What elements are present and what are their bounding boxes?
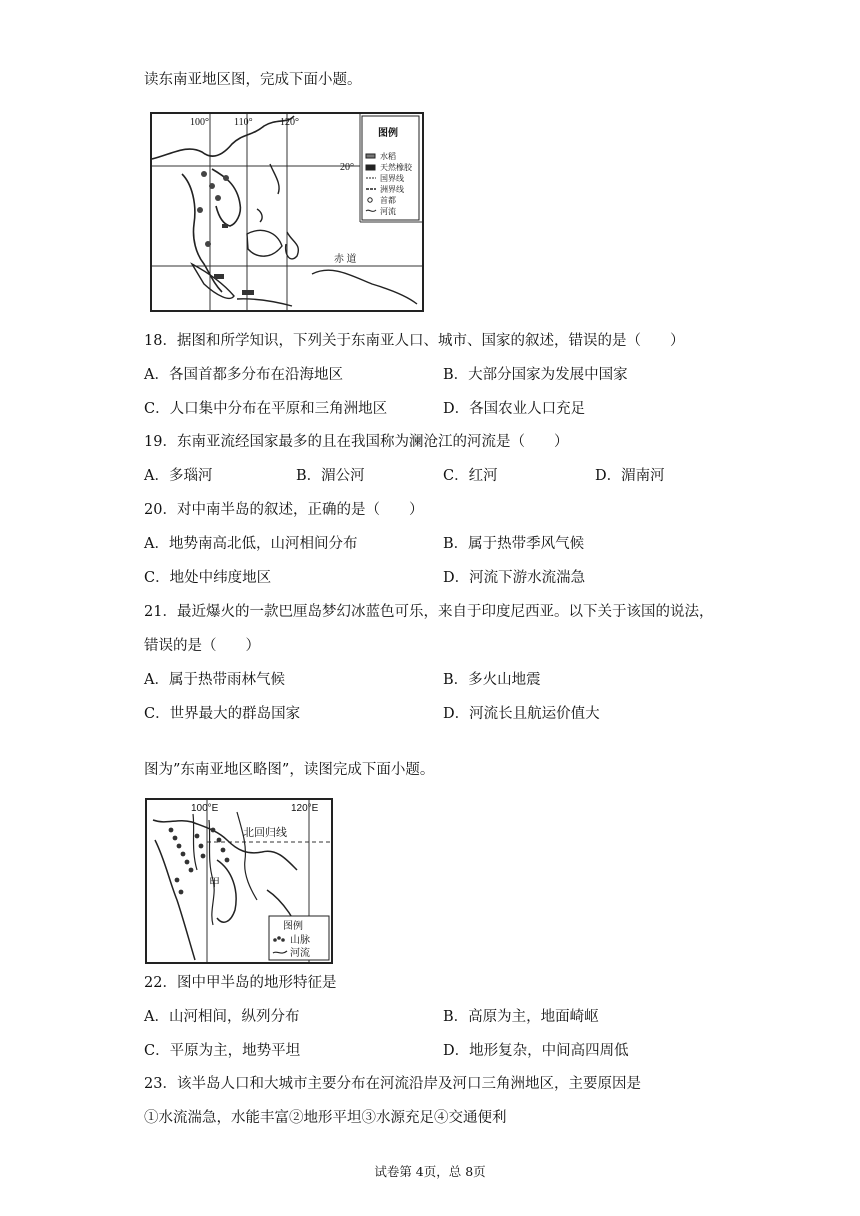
southeast-asia-map-1 [150, 112, 424, 312]
page-footer: 试卷第 4页，总 8页 [374, 1164, 486, 1179]
q20-stem: 20．对中南半岛的叙述，正确的是（ ） [144, 502, 424, 518]
map2-legend-river: 河流 [290, 948, 310, 959]
map1-lon-120: 120° [280, 117, 299, 128]
map1-legend-border: 国界线 [380, 174, 404, 183]
map2-lon-120e: 120°E [291, 803, 319, 814]
q22-option-a[interactable]: A．山河相间，纵列分布 [144, 1009, 300, 1025]
map2-lon-100e: 100°E [191, 803, 219, 814]
map1-legend-rice: 水稻 [380, 152, 396, 161]
map1-lon-110: 110° [234, 117, 253, 128]
q19-option-d[interactable]: D．湄南河 [595, 468, 665, 484]
map1-lat-20: 20° [340, 162, 354, 173]
map1-legend-capital: 首都 [380, 196, 396, 205]
q19-option-c[interactable]: C．红河 [443, 468, 498, 484]
map2-legend-mountain: 山脉 [290, 935, 310, 946]
southeast-asia-map-2 [145, 798, 333, 964]
q22-option-c[interactable]: C．平原为主，地势平坦 [144, 1043, 301, 1059]
q21-option-a[interactable]: A．属于热带雨林气候 [144, 672, 285, 688]
map1-legend-title: 图例 [378, 128, 398, 139]
q18-option-c[interactable]: C．人口集中分布在平原和三角洲地区 [144, 401, 388, 417]
q21-option-c[interactable]: C．世界最大的群岛国家 [144, 706, 301, 722]
q20-option-b[interactable]: B．属于热带季风气候 [443, 536, 585, 552]
q18-stem: 18．据图和所学知识，下列关于东南亚人口、城市、国家的叙述，错误的是（ ） [144, 333, 685, 349]
q21-option-d[interactable]: D．河流长且航运价值大 [443, 706, 600, 722]
q19-stem: 19．东南亚流经国家最多的且在我国称为澜沧江的河流是（ ） [144, 434, 569, 450]
map1-svg [152, 114, 422, 310]
q22-option-d[interactable]: D．地形复杂，中间高四周低 [443, 1043, 629, 1059]
section2-intro: 图为”东南亚地区略图”，读图完成下面小题。 [144, 762, 435, 778]
q22-stem: 22．图中甲半岛的地形特征是 [144, 975, 337, 991]
q21-stem-line1: 21．最近爆火的一款巴厘岛梦幻冰蓝色可乐，来自于印度尼西亚。以下关于该国的说法， [144, 604, 714, 620]
q23-stem: 23．该半岛人口和大城市主要分布在河流沿岸及河口三角洲地区，主要原因是 [144, 1076, 641, 1092]
q19-option-a[interactable]: A．多瑙河 [144, 468, 213, 484]
section1-intro: 读东南亚地区图，完成下面小题。 [144, 72, 362, 88]
q21-option-b[interactable]: B．多火山地震 [443, 672, 541, 688]
map2-peninsula-label: 甲 [209, 877, 220, 889]
map1-lon-100: 100° [190, 117, 209, 128]
map2-svg [147, 800, 331, 962]
q22-option-b[interactable]: B．高原为主，地面崎岖 [443, 1009, 599, 1025]
q23-options-line: ①水流湍急，水能丰富②地形平坦③水源充足④交通便利 [144, 1110, 507, 1126]
map2-legend-title: 图例 [283, 921, 303, 932]
map1-legend-rubber: 天然橡胶 [380, 163, 412, 172]
map2-tropic-label: 北回归线 [243, 827, 287, 839]
q18-option-a[interactable]: A．各国首都多分布在沿海地区 [144, 367, 343, 383]
map1-equator-label: 赤 道 [334, 254, 357, 265]
q21-stem-line2: 错误的是（ ） [144, 638, 260, 654]
q18-option-d[interactable]: D．各国农业人口充足 [443, 401, 586, 417]
map1-legend-river: 河流 [380, 207, 396, 216]
map1-legend-continent-border: 洲界线 [380, 185, 404, 194]
q20-option-c[interactable]: C．地处中纬度地区 [144, 570, 272, 586]
q20-option-d[interactable]: D．河流下游水流湍急 [443, 570, 586, 586]
q18-option-b[interactable]: B．大部分国家为发展中国家 [443, 367, 628, 383]
q20-option-a[interactable]: A．地势南高北低，山河相间分布 [144, 536, 358, 552]
q19-option-b[interactable]: B．湄公河 [296, 468, 365, 484]
